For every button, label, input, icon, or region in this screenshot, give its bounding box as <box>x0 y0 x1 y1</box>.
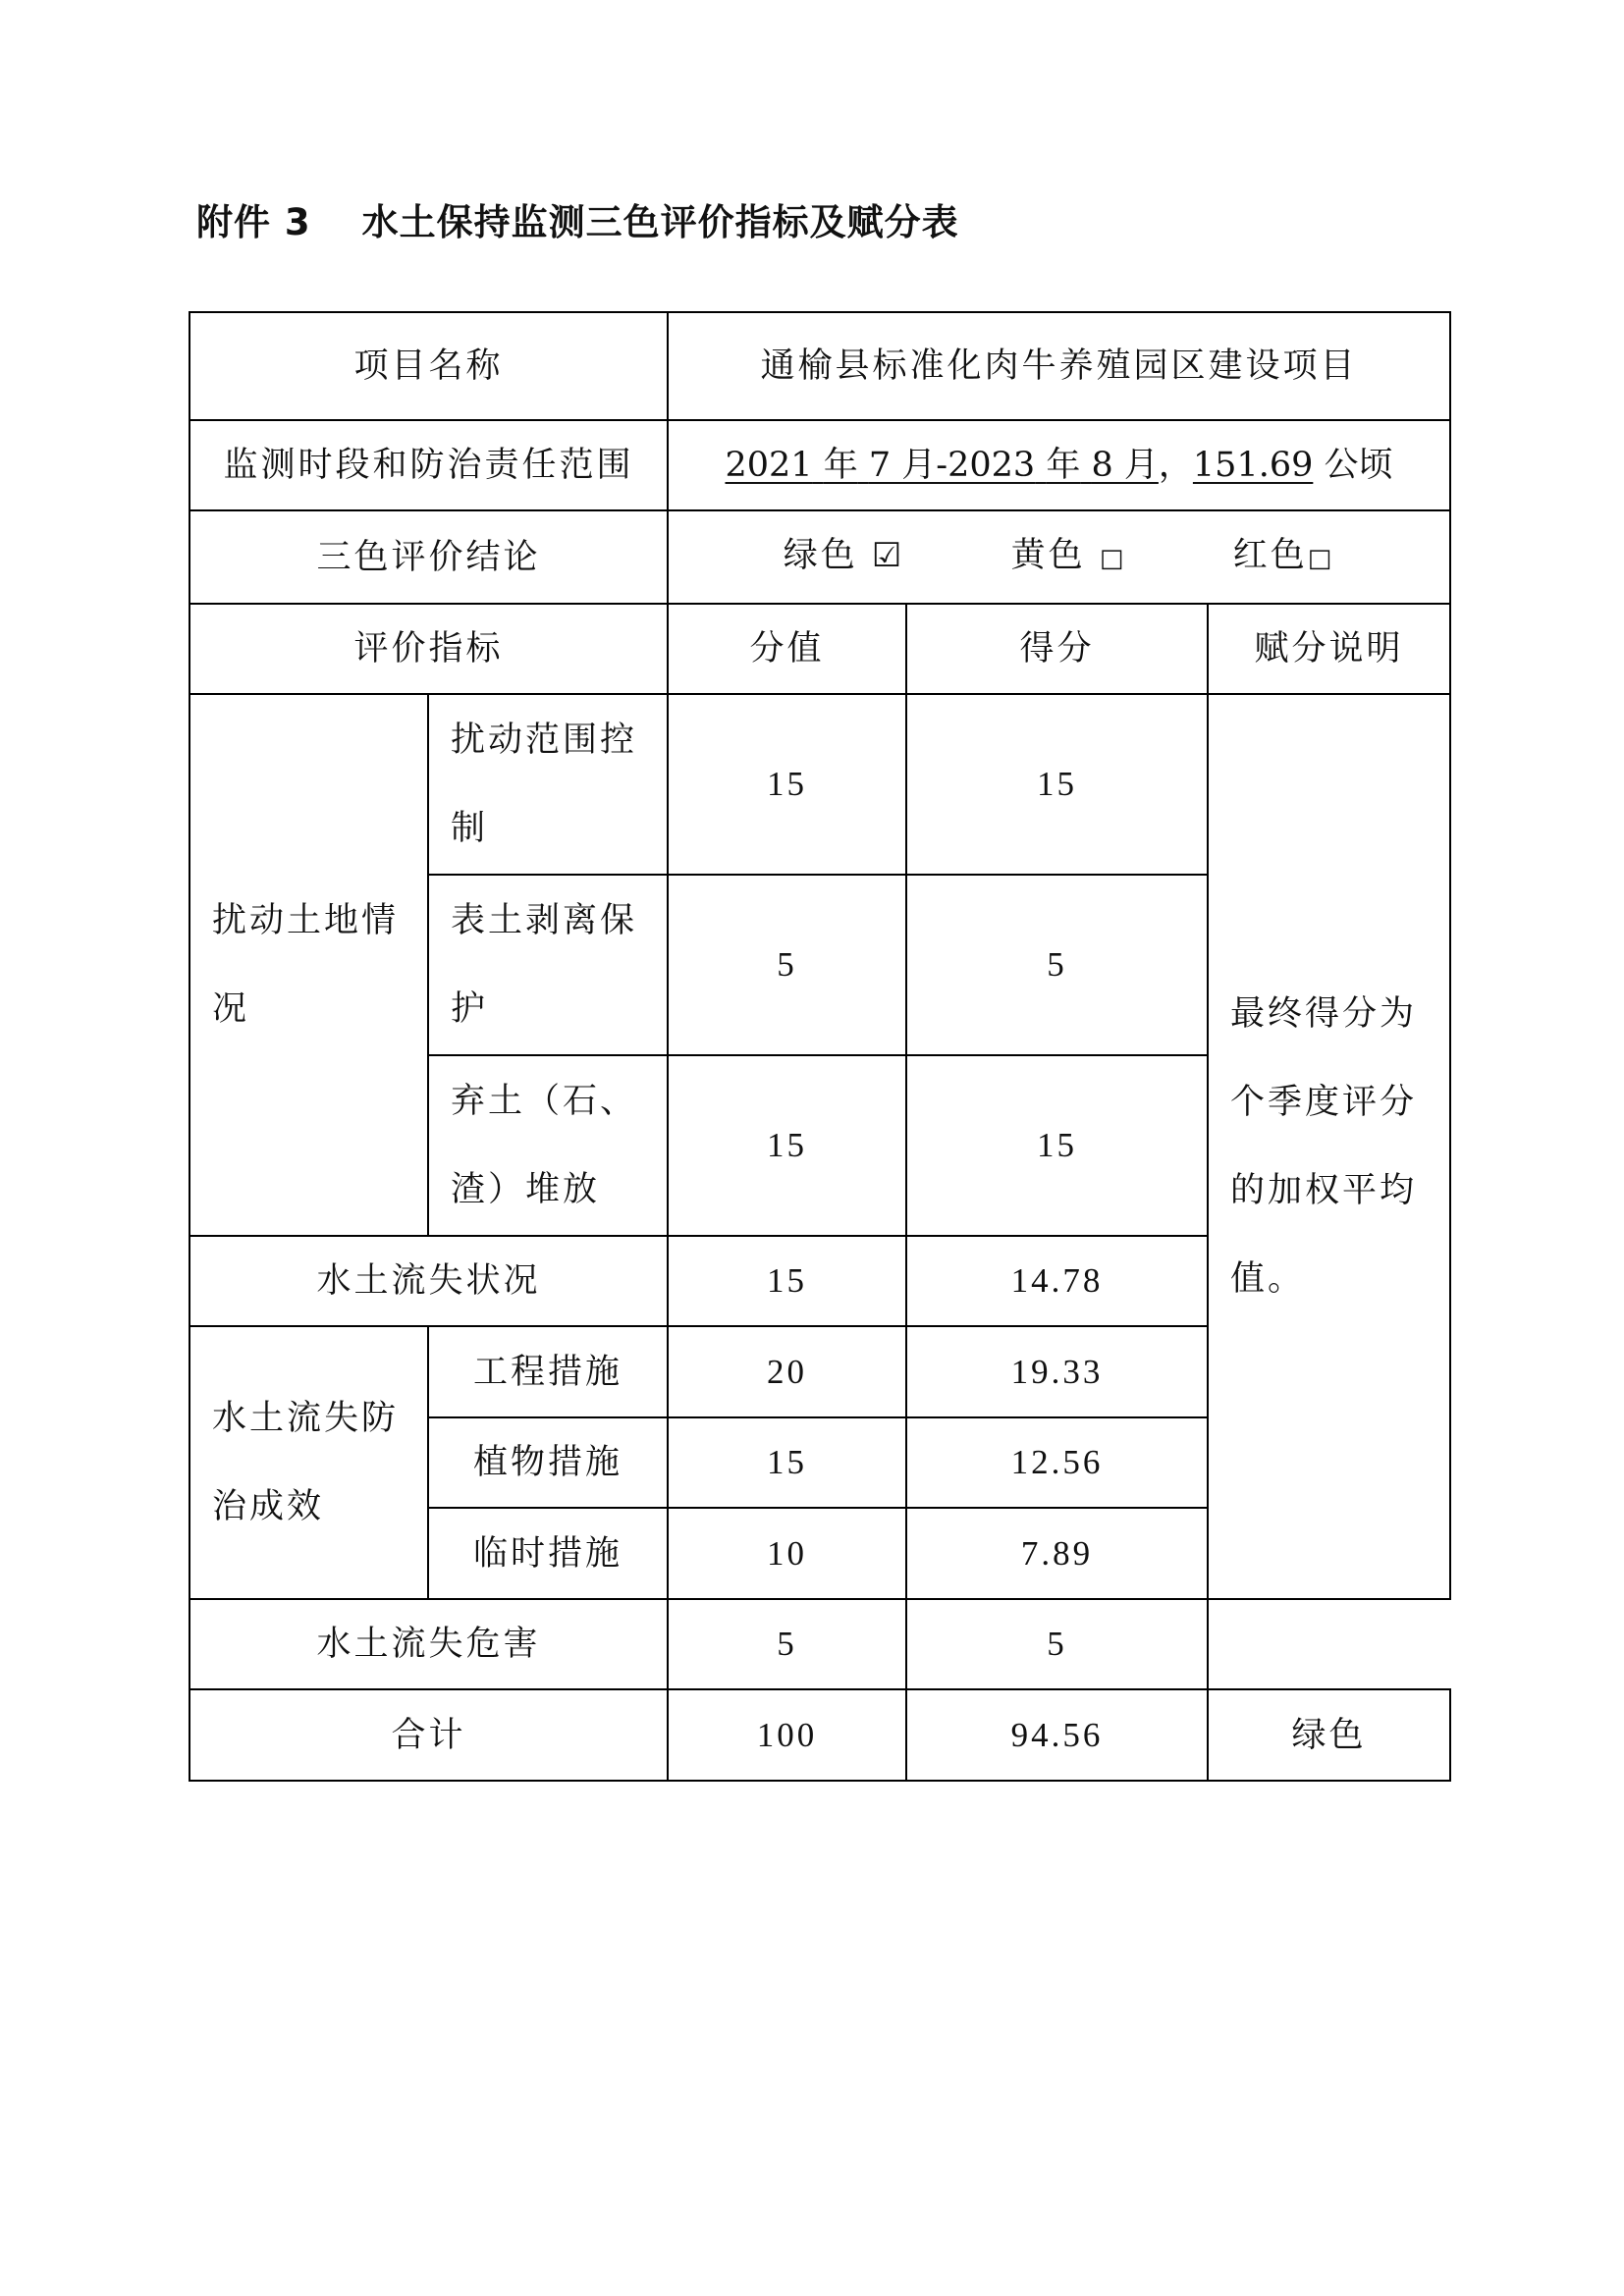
area-value: 151.69 <box>1192 446 1314 485</box>
green-checkbox-icon: ☑ <box>871 536 905 575</box>
group-disturbance: 扰动土地情况 <box>189 694 428 1236</box>
indicator-score: 12.56 <box>906 1417 1208 1508</box>
total-value: 100 <box>668 1689 906 1781</box>
header-indicator: 评价指标 <box>189 604 668 694</box>
indicator-score: 7.89 <box>906 1508 1208 1599</box>
indicator-name: 表土剥离保护 <box>428 875 668 1055</box>
yellow-option-label: 黄色 <box>1010 536 1086 575</box>
conclusion-row <box>189 510 1450 604</box>
period-date-range: 2021 年 7 月-2023 年 8 月 <box>725 446 1159 485</box>
table-row <box>189 1599 1450 1689</box>
indicator-score: 5 <box>906 1599 1208 1689</box>
header-note: 赋分说明 <box>1208 604 1450 694</box>
project-name-label: 项目名称 <box>189 312 668 420</box>
indicator-name: 水土流失状况 <box>189 1236 668 1326</box>
table-row <box>189 694 1450 875</box>
note-text: 最终得分为个季度评分的加权平均值。 <box>1208 694 1450 1599</box>
indicator-name: 临时措施 <box>428 1508 668 1599</box>
period-row <box>189 420 1450 510</box>
conclusion-label: 三色评价结论 <box>189 510 668 604</box>
period-value: 2021 年 7 月-2023 年 8 月，151.69 公顷 <box>668 420 1450 510</box>
indicator-name: 扰动范围控制 <box>428 694 668 875</box>
indicator-name: 水土流失危害 <box>189 1599 668 1689</box>
yellow-checkbox-icon: □ <box>1099 544 1127 573</box>
header-score: 得分 <box>906 604 1208 694</box>
area-unit: 公顷 <box>1324 446 1393 485</box>
green-option-label: 绿色 <box>783 536 858 575</box>
indicator-score: 15 <box>906 694 1208 875</box>
indicator-score: 14.78 <box>906 1236 1208 1326</box>
indicator-name: 弃土（石、渣）堆放 <box>428 1055 668 1236</box>
project-name-value: 通榆县标准化肉牛养殖园区建设项目 <box>668 312 1450 420</box>
group-prevention: 水土流失防治成效 <box>189 1326 428 1599</box>
total-row <box>189 1689 1450 1781</box>
header-row <box>189 604 1450 694</box>
title-text: 水土保持监测三色评价指标及赋分表 <box>361 201 959 243</box>
indicator-value: 15 <box>668 1055 906 1236</box>
indicator-value: 20 <box>668 1326 906 1417</box>
indicator-value: 15 <box>668 1417 906 1508</box>
indicator-value: 5 <box>668 1599 906 1689</box>
indicator-value: 15 <box>668 694 906 875</box>
total-label: 合计 <box>189 1689 668 1781</box>
project-name-row <box>189 312 1450 420</box>
indicator-name: 工程措施 <box>428 1326 668 1417</box>
indicator-value: 15 <box>668 1236 906 1326</box>
period-label: 监测时段和防治责任范围 <box>189 420 668 510</box>
red-option-label: 红色 <box>1232 536 1308 575</box>
evaluation-table <box>189 311 1451 1782</box>
total-result: 绿色 <box>1208 1689 1450 1781</box>
page-title <box>196 192 959 245</box>
total-score: 94.56 <box>906 1689 1208 1781</box>
red-checkbox-icon: □ <box>1307 544 1335 573</box>
indicator-value: 5 <box>668 875 906 1055</box>
header-score-value: 分值 <box>668 604 906 694</box>
indicator-score: 5 <box>906 875 1208 1055</box>
indicator-score: 19.33 <box>906 1326 1208 1417</box>
indicator-score: 15 <box>906 1055 1208 1236</box>
indicator-name: 植物措施 <box>428 1417 668 1508</box>
attachment-label: 附件 3 <box>196 201 311 243</box>
conclusion-options <box>668 510 1450 604</box>
indicator-value: 10 <box>668 1508 906 1599</box>
